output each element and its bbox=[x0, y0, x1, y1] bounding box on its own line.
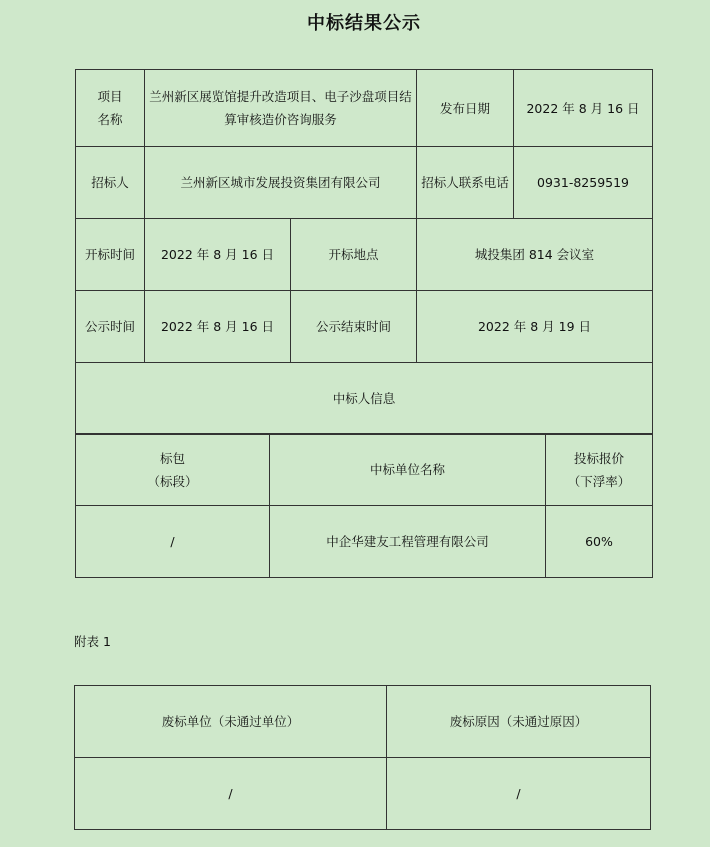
tenderer-label: 招标人 bbox=[76, 147, 145, 219]
company-header: 中标单位名称 bbox=[270, 434, 546, 506]
disqualified-table bbox=[74, 685, 651, 830]
table-row bbox=[76, 219, 653, 291]
winner-table bbox=[75, 433, 653, 578]
table-row bbox=[76, 147, 653, 219]
contact-value: 0931-8259519 bbox=[514, 147, 653, 219]
table-row bbox=[75, 686, 651, 758]
notice-time-value: 2022 年 8 月 16 日 bbox=[145, 291, 291, 363]
project-label-line1: 项目 bbox=[97, 89, 123, 104]
table-row bbox=[76, 506, 653, 578]
package-header-line1: 标包 bbox=[159, 450, 185, 466]
price-header-line1: 投标报价 bbox=[573, 450, 624, 466]
package-header bbox=[76, 434, 270, 506]
open-time-value: 2022 年 8 月 16 日 bbox=[145, 219, 291, 291]
table-row bbox=[76, 434, 653, 506]
project-name-label bbox=[76, 70, 145, 147]
tenderer-value: 兰州新区城市发展投资集团有限公司 bbox=[145, 147, 417, 219]
open-place-label: 开标地点 bbox=[291, 219, 417, 291]
disqualified-unit-value: / bbox=[75, 758, 387, 830]
open-time-label: 开标时间 bbox=[76, 219, 145, 291]
price-header bbox=[546, 434, 653, 506]
contact-label: 招标人联系电话 bbox=[417, 147, 514, 219]
bid-result-table bbox=[75, 69, 653, 435]
page-title: 中标结果公示 bbox=[307, 13, 421, 34]
table-row bbox=[76, 291, 653, 363]
table-row bbox=[76, 70, 653, 147]
project-label-line2: 名称 bbox=[97, 112, 123, 127]
table-row bbox=[76, 363, 653, 435]
disqualified-reason-value: / bbox=[387, 758, 651, 830]
notice-end-value: 2022 年 8 月 19 日 bbox=[417, 291, 653, 363]
winner-info-heading: 中标人信息 bbox=[76, 363, 653, 435]
notice-time-label: 公示时间 bbox=[76, 291, 145, 363]
project-name-value: 兰州新区展览馆提升改造项目、电子沙盘项目结算审核造价咨询服务 bbox=[145, 70, 417, 147]
table-row bbox=[75, 758, 651, 830]
notice-end-label: 公示结束时间 bbox=[291, 291, 417, 363]
open-place-value: 城投集团 814 会议室 bbox=[417, 219, 653, 291]
price-value: 60% bbox=[546, 506, 653, 578]
price-header-line2: （下浮率） bbox=[567, 473, 631, 489]
disqualified-unit-header: 废标单位（未通过单位） bbox=[75, 686, 387, 758]
appendix-label: 附表 1 bbox=[74, 634, 111, 649]
package-value: / bbox=[76, 506, 270, 578]
company-value: 中企华建友工程管理有限公司 bbox=[270, 506, 546, 578]
publish-date-label: 发布日期 bbox=[417, 70, 514, 147]
publish-date-value: 2022 年 8 月 16 日 bbox=[514, 70, 653, 147]
disqualified-reason-header: 废标原因（未通过原因） bbox=[387, 686, 651, 758]
package-header-line2: （标段） bbox=[147, 473, 198, 489]
